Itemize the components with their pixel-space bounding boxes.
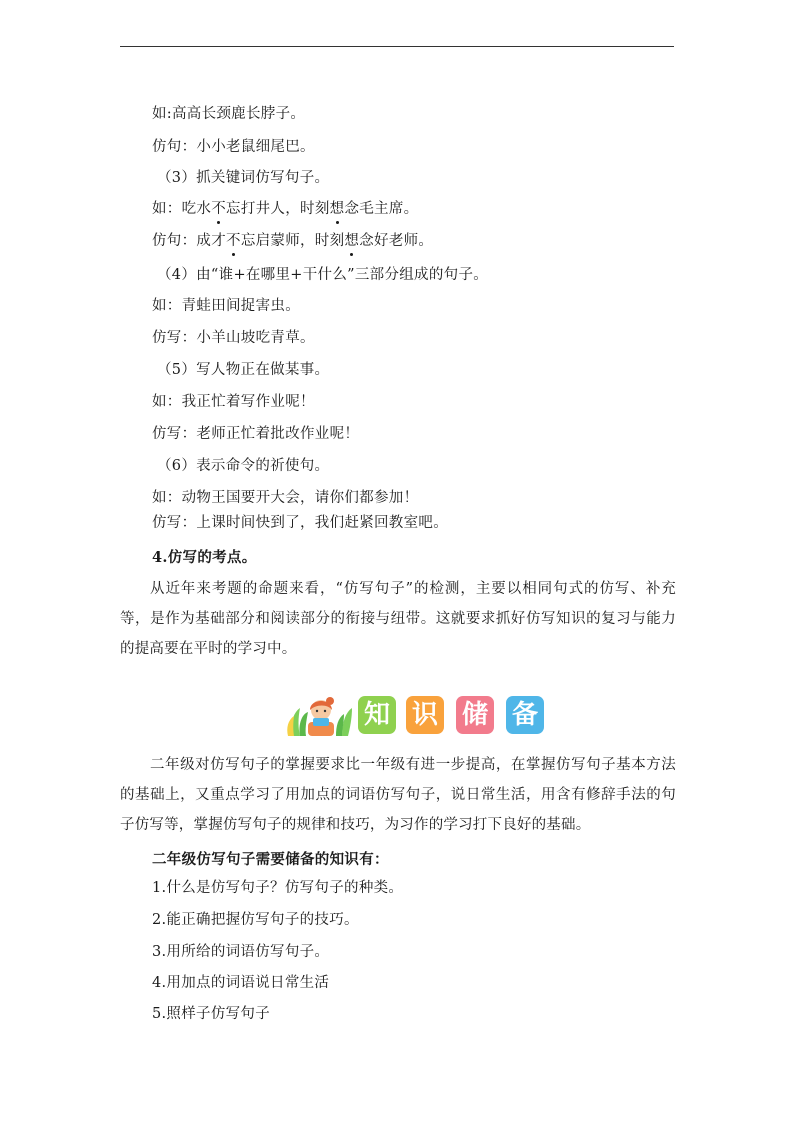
girl-reading-plants-icon [286, 692, 356, 740]
banner-tile: 识 [406, 696, 444, 734]
knowledge-heading: 二年级仿写句子需要储备的知识有： [152, 851, 389, 868]
example-line: 如：青蛙田间捉害虫。 [152, 298, 300, 314]
example-line: 如:高高长颈鹿长脖子。 [152, 106, 306, 122]
example-line: 仿写：老师正忙着批改作业呢！ [152, 426, 360, 442]
banner-tile: 储 [456, 696, 494, 734]
emphasis-dot-char: 想 [329, 201, 345, 217]
emphasis-dot-char: 不 [226, 233, 241, 249]
knowledge-paragraph: 二年级对仿写句子的掌握要求比一年级有进一步提高，在掌握仿写句子基本方法的基础上，又重点学习了用加点的词语仿写句子，说日常生活，用含有修辞手法的句子仿写等，掌握仿写句子的规律和技巧，为习作的学习打下良好的基础。 [120, 757, 676, 833]
example-line-dotted: 仿句：成才不忘启蒙师，时刻想念好老师。 [152, 233, 434, 249]
example-heading: （5）写人物正在做某事。 [157, 362, 330, 378]
example-line: 如：我正忙着写作业呢！ [152, 394, 315, 410]
example-line: 仿写：上课时间快到了，我们赶紧回教室吧。 [152, 515, 448, 531]
knowledge-item: 4.用加点的词语说日常生活 [152, 975, 330, 991]
knowledge-item: 5.照样子仿写句子 [152, 1006, 271, 1022]
example-heading: （4）由“谁+在哪里+干什么”三部分组成的句子。 [157, 267, 489, 283]
section-heading: 4.仿写的考点。 [152, 549, 257, 566]
banner-tile: 知 [358, 696, 396, 734]
knowledge-item: 3.用所给的词语仿写句子。 [152, 944, 330, 960]
knowledge-item: 1.什么是仿写句子？仿写句子的种类。 [152, 880, 404, 896]
example-heading: （3）抓关键词仿写句子。 [157, 170, 330, 186]
example-heading: （6）表示命令的祈使句。 [157, 458, 330, 474]
example-line: 如：动物王国要开大会，请你们都参加！ [152, 490, 419, 506]
emphasis-dot-char: 想 [344, 233, 360, 249]
example-line: 仿句：小小老鼠细尾巴。 [152, 139, 315, 155]
example-line: 仿写：小羊山坡吃青草。 [152, 330, 315, 346]
emphasis-dot-char: 不 [211, 201, 227, 217]
knowledge-item: 2.能正确把握仿写句子的技巧。 [152, 912, 359, 928]
header-rule [120, 46, 674, 47]
knowledge-banner [286, 692, 548, 740]
example-line-dotted: 如：吃水不忘打井人，时刻想念毛主席。 [152, 201, 419, 217]
banner-tile: 备 [506, 696, 544, 734]
section-paragraph: 从近年来考题的命题来看，“仿写句子”的检测，主要以相同句式的仿写、补充等，是作为基础部分和阅读部分的衔接与纽带。这就要求抓好仿写知识的复习与能力的提高要在平时的学习中。 [120, 581, 676, 657]
